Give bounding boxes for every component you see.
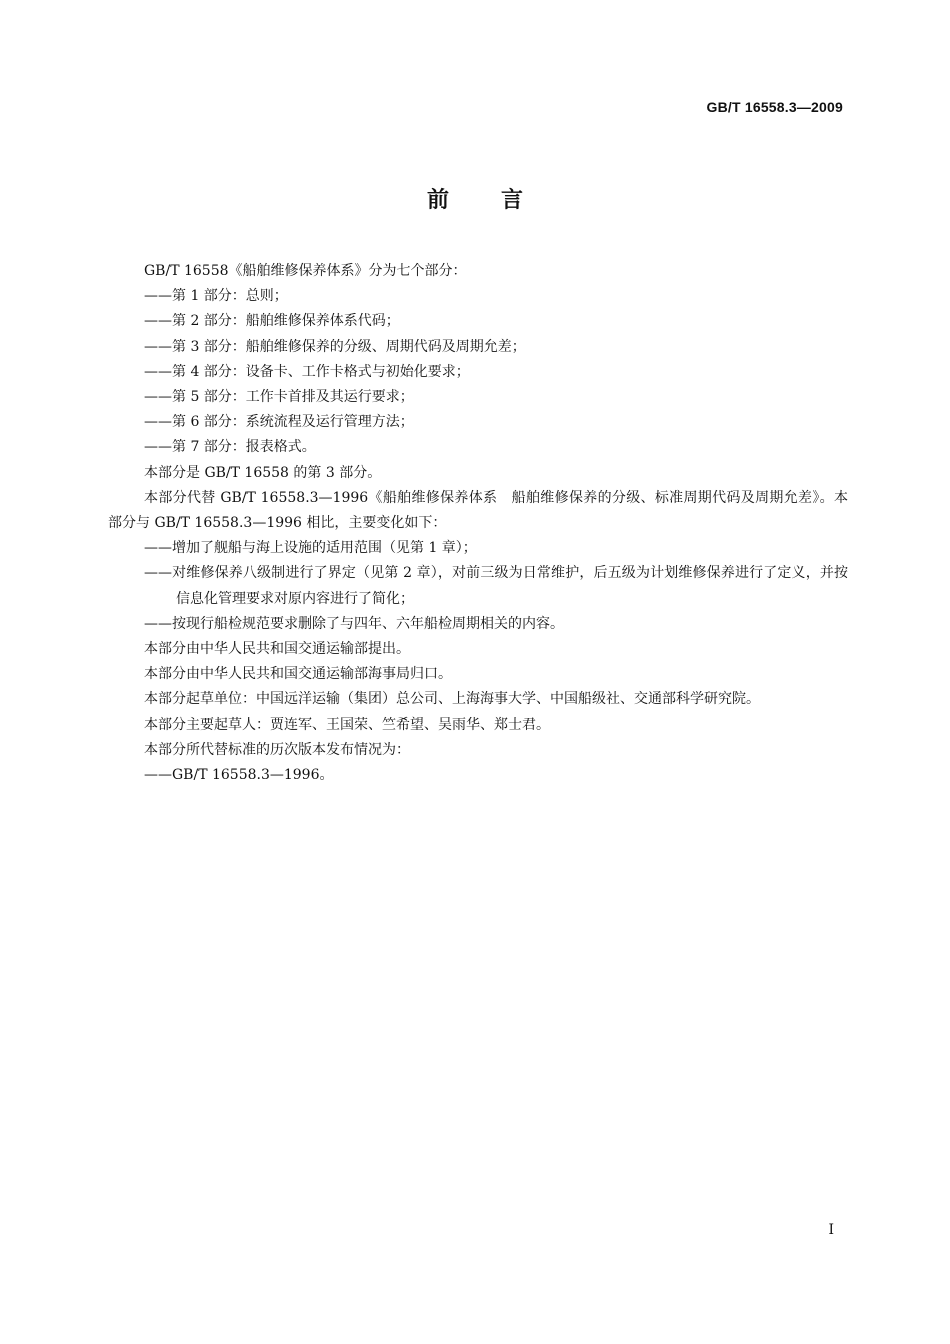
list-item-change-1: ——增加了舰船与海上设施的适用范围（见第 1 章）； — [144, 540, 477, 557]
paragraph-drafters: 本部分主要起草人：贾连军、王国荣、竺希望、吴雨华、郑士君。 — [144, 716, 550, 733]
paragraph-replacement: 本部分代替 GB/T 16558.3—1996《船舶维修保养体系 船舶维修保养的分级、标准周期代码及周期允差》。本部分与 GB/T 16558.3—1996 相比，主要变化如下： — [108, 489, 848, 532]
list-item-part-4: ——第 4 部分：设备卡、工作卡格式与初始化要求； — [144, 363, 470, 380]
list-item-part-3: ——第 3 部分：船舶维修保养的分级、周期代码及周期允差； — [144, 338, 526, 355]
list-item-part-1: ——第 1 部分：总则； — [144, 288, 288, 305]
list-item-change-3: ——按现行船检规范要求删除了与四年、六年船检周期相关的内容。 — [144, 615, 564, 632]
document-body — [108, 259, 848, 788]
list-item-part-5: ——第 5 部分：工作卡首排及其运行要求； — [144, 389, 414, 406]
list-item-history-1: ——GB/T 16558.3—1996。 — [144, 767, 334, 784]
paragraph-centralized: 本部分由中华人民共和国交通运输部海事局归口。 — [144, 666, 452, 683]
list-item-change-2: ——对维修保养八级制进行了界定（见第 2 章），对前三级为日常维护，后五级为计划维修保养进行了定义，并按信息化管理要求对原内容进行了简化； — [144, 565, 848, 607]
paragraph-proposer: 本部分由中华人民共和国交通运输部提出。 — [144, 641, 410, 658]
paragraph-intro: GB/T 16558《船舶维修保养体系》分为七个部分： — [144, 263, 467, 279]
standard-number: GB/T 16558.3—2009 — [706, 99, 843, 115]
paragraph-history: 本部分所代替标准的历次版本发布情况为： — [144, 741, 410, 758]
list-item-part-7: ——第 7 部分：报表格式。 — [144, 439, 316, 456]
paragraph-drafting-units: 本部分起草单位：中国远洋运输（集团）总公司、上海海事大学、中国船级社、交通部科学研究院。 — [144, 691, 760, 708]
list-item-part-2: ——第 2 部分：船舶维修保养体系代码； — [144, 313, 400, 330]
list-item-part-6: ——第 6 部分：系统流程及运行管理方法； — [144, 414, 414, 431]
page-number: I — [828, 1222, 834, 1238]
paragraph-part-statement: 本部分是 GB/T 16558 的第 3 部分。 — [144, 464, 382, 481]
page-title: 前言 — [426, 188, 575, 213]
